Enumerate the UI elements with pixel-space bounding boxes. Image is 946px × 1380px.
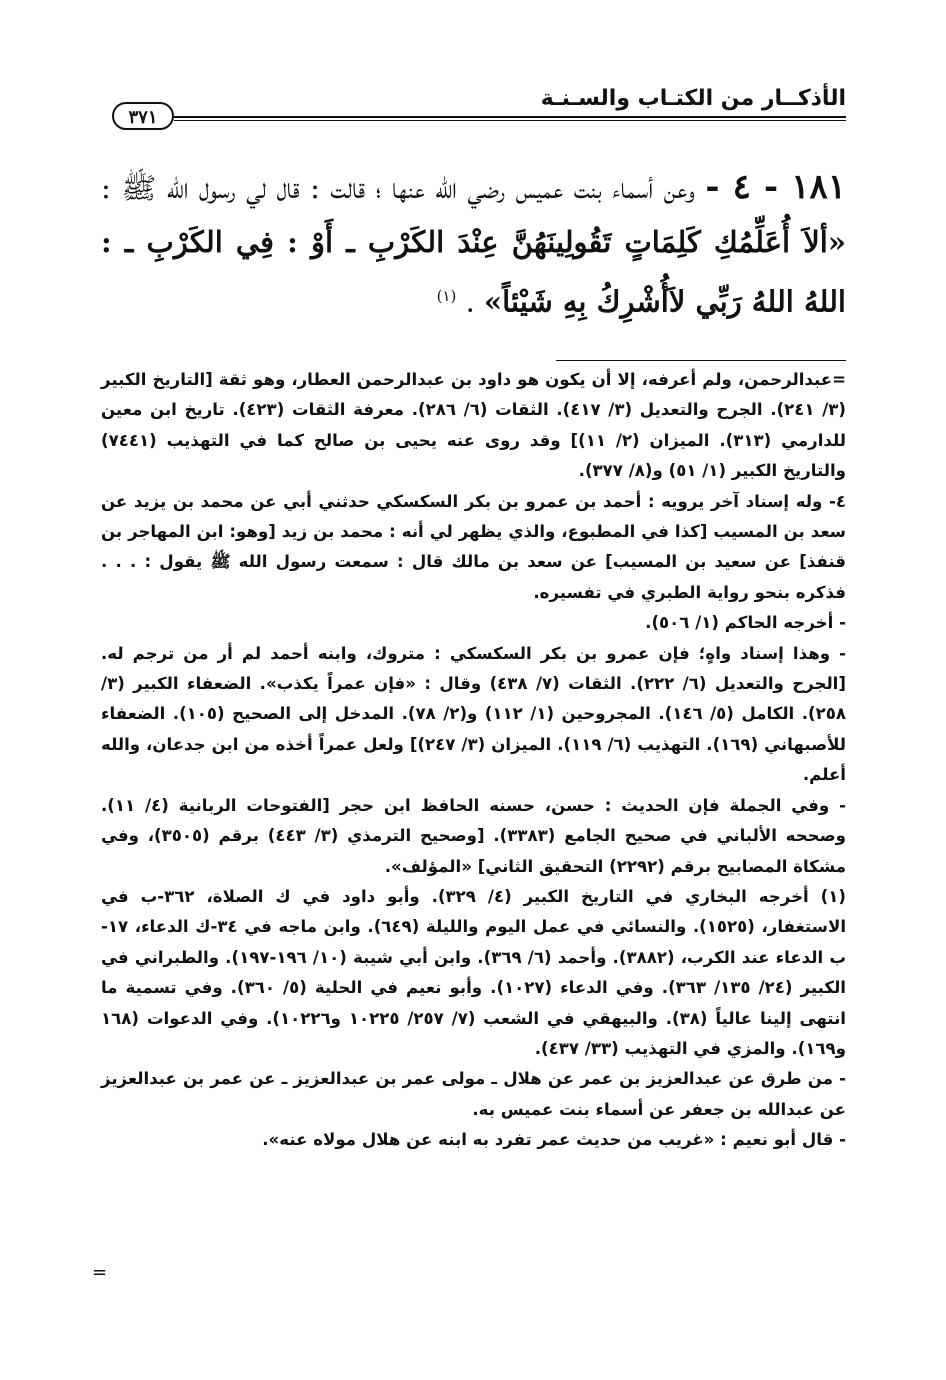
footnote-paragraph: - أخرجه الحاكم (١/ ٥٠٦).: [645, 613, 846, 633]
hadith-end: .: [465, 284, 475, 319]
page-number: ٣٧١: [112, 102, 174, 130]
hadith-quote: «ألاَ أُعَلِّمُكِ كَلِمَاتٍ تَقُولِينَهُنَّ عِنْدَ الكَرْبِ ـ أَوْ : فِي الكَرْبِ ـ : اللهُ اللهُ رَبِّي لاَأُشْرِكُ بِهِ شَيْئاً»: [101, 225, 846, 319]
continuation-mark: =: [92, 1262, 108, 1283]
footnote-paragraph: (١) أخرجه البخاري في التاريخ الكبير (٤/ ٣٢٩). وأبو داود في ك الصلاة، ٣٦٢-ب في الاستغفار، (١٥٢٥). والنسائي في عمل اليوم والليلة (٦٤٩). وابن ماجه في ٣٤-ك الدعاء، ١٧-ب الدعاء عند الكرب، (٣٨٨٢). وأحمد (٦/ ٣٦٩). وابن أبي شيبة (١٠/ ١٩٦-١٩٧). والطبراني في الكبير (٢٤/ ١٣٥/ ٣٦٣). وفي الدعاء (١٠٢٧). وأبو نعيم في الحلية (٥/ ٣٦٠). وفي تسمية ما انتهى إلينا عالياً (٣٨). والبيهقي في الشعب (٧/ ٢٥٧/ ١٠٢٢٥ و١٠٢٢٦). وفي الدعوات (١٦٨ و١٦٩). والمزي في التهذيب (٣٣/ ٤٣٧).: [101, 886, 847, 1058]
footnote-paragraph: - من طرق عن عبدالعزيز بن عمر عن هلال ـ مولى عمر بن عبدالعزيز ـ عن عمر بن عبدالعزيز عن عبدالله بن جعفر عن أسماء بنت عميس به.: [101, 1069, 846, 1119]
footnote-divider: [556, 360, 846, 361]
footnote-paragraph: ٤- وله إسناد آخر يرويه : أحمد بن عمرو بن بكر السكسكي حدثني أبي عن محمد بن يزيد عن سعد بن المسيب [كذا في المطبوع، والذي يظهر لي أنه : محمد بن زيد [وهو: ابن المهاجر بن قنفذ] عن سعيد بن المسيب] عن سعد بن مالك قال : سمعت رسول الله ﷺ يقول : . . . فذكره بنحو رواية الطبري في تفسيره.: [101, 491, 846, 602]
footnotes: [101, 365, 846, 1156]
hadith-text: [101, 160, 846, 329]
running-title: الأذكــار من الكتـاب والسـنـة: [540, 86, 846, 111]
footnote-paragraph: - وهذا إسناد واهٍ؛ فإن عمرو بن بكر السكسكي : متروك، وابنه أحمد لم أر من ترجم له. [الجرح والتعديل (٦/ ٢٢٢). الثقات (٧/ ٤٣٨) وقال : «فإن عمراً يكذب». الضعفاء الكبير (٣/ ٢٥٨). الكامل (٥/ ١٤٦). المجروحين (١/ ١١٢) و(٢/ ٧٨). المدخل إلى الصحيح (١٠٥). الضعفاء للأصبهاني (١٦٩). التهذيب (٦/ ١١٩). الميزان (٣/ ٢٤٧)] ولعل عمراً أخذه من ابن جدعان، والله أعلم.: [101, 643, 846, 785]
page-header: [112, 80, 846, 130]
footnote-paragraph: - وفي الجملة فإن الحديث : حسن، حسنه الحافظ ابن حجر [الفتوحات الربانية (٤/ ١١). وصححه الألباني في صحيح الجامع (٣٣٨٣). [وصحيح الترمذي (٣/ ٤٤٣) برقم (٣٥٠٥)، وفي مشكاة المصابيح برقم (٢٢٩٢) التحقيق الثاني] «المؤلف».: [101, 795, 847, 876]
header-rule: [174, 116, 846, 121]
hadith-number: ١٨١ - ٤ -: [705, 167, 847, 207]
footnote-reference: (١): [436, 287, 457, 305]
footnote-paragraph: - قال أبو نعيم : «غريب من حديث عمر تفرد به ابنه عن هلال مولاه عنه».: [262, 1130, 846, 1150]
footnote-paragraph: =عبدالرحمن، ولم أعرفه، إلا أن يكون هو داود بن عبدالرحمن العطار، وهو ثقة [التاريخ الكبير (٣/ ٢٤١). الجرح والتعديل (٣/ ٤١٧). الثقات (٦/ ٢٨٦). معرفة الثقات (٤٢٣). تاريخ ابن معين للدارمي (٣١٣). الميزان (٢/ ١١)] وقد روى عنه يحيى بن صالح كما في التهذيب (٧٤٤١) والتاريخ الكبير (١/ ٥١) و(٨/ ٣٧٧).: [101, 370, 846, 481]
hadith-intro: وعن أسماء بنت عميس رضي الله عنها ؛ قالت : قال لي رسول الله ﷺ :: [101, 171, 695, 205]
